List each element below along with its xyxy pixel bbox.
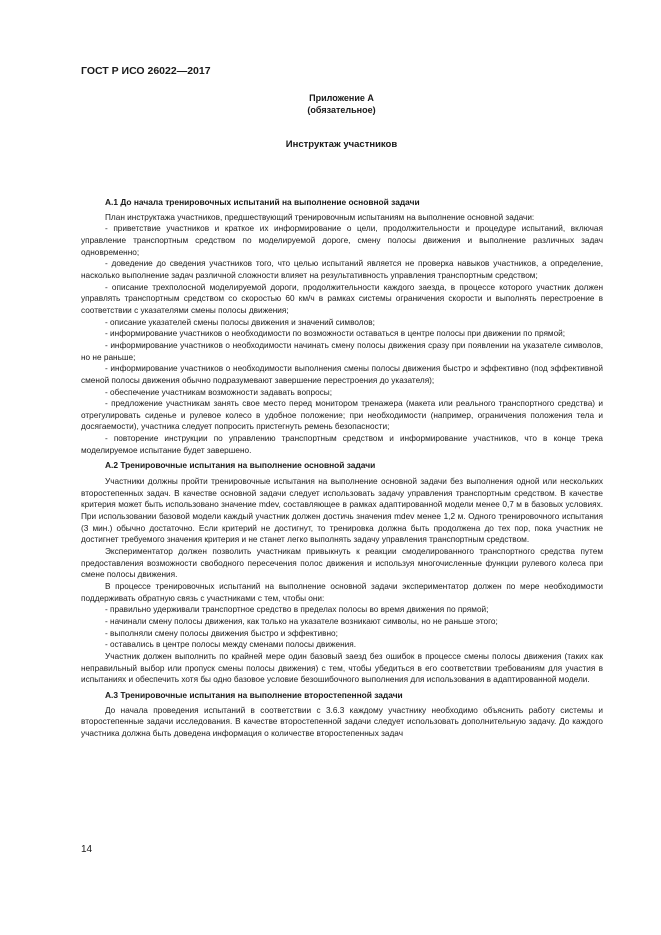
list-item: - информирование участников о необходимости по возможности оставаться в центре полосы при движении по прямой;: [105, 329, 566, 339]
list-item: - приветствие участников и краткое их информирование о цели, продолжительности и процедуре испытаний, включая управление транспортным средством по моделируемой дороге, смену полосы движения и выполнение различных задач одновременно;: [81, 224, 603, 257]
document-body: [81, 197, 603, 740]
paragraph: До начала проведения испытаний в соответствии с 3.6.3 каждому участнику необходимо объяснить работу системы и второстепенные задачи исследования. В качестве второстепенной задачи следует использовать дополнительную задачу. До каждого участника должна быть доведена информация о количестве второстепенных задач: [81, 705, 603, 738]
list-item: - предложение участникам занять свое место перед монитором тренажера (макета или реального транспортного средства) и отрегулировать сиденье и рулевое колесо в удобное положение; при необходимости (например, ограничения положения тела и досягаемости), участника следует попросить пристегнуть ремень безопасности;: [81, 399, 603, 432]
list-item: - повторение инструкции по управлению транспортным средством и информирование участников, что в конце трека моделируемое испытание будет завершено.: [81, 434, 603, 455]
list-item: - описание трехполосной моделируемой дороги, продолжительности каждого заезда, в процессе которого участник должен управлять транспортным средством со скоростью 60 км/ч в рамках системы ограничения скорости и выполнять перестроение в соответствии с указателями смены полосы движения;: [81, 282, 603, 315]
list-item: - выполняли смену полосы движения быстро и эффективно;: [105, 628, 338, 638]
section-a3-heading: А.3 Тренировочные испытания на выполнение второстепенной задачи: [105, 689, 403, 700]
paragraph: Экспериментатор должен позволить участникам привыкнуть к реакции смоделированного транспортного средства путем предоставления возможности свободного пересечения полос движения и используя многочисленные функции рулевого колеса при смене полосы движения.: [81, 547, 603, 580]
standard-designation: ГОСТ Р ИСО 26022—2017: [81, 65, 211, 77]
list-item: - обеспечение участникам возможности задавать вопросы;: [105, 387, 333, 397]
list-item: - информирование участников о необходимости выполнения смены полосы движения быстро и эффективно (под эффективной сменой полосы движения обычно подразумевают завершение перестроения до указателя);: [81, 364, 603, 385]
list-item: - доведение до сведения участников того, что целью испытаний является не проверка навыков участников, а определение, насколько выполнение задач различной сложности влияет на результативность управления транспортным средством;: [81, 259, 603, 280]
annex-status: (обязательное): [307, 105, 376, 115]
page-number: 14: [81, 844, 93, 855]
list-item: - описание указателей смены полосы движения и значений символов;: [105, 317, 375, 327]
paragraph: План инструктажа участников, предшествующий тренировочным испытаниям на выполнение основной задачи:: [105, 212, 535, 222]
section-a2-heading: А.2 Тренировочные испытания на выполнение основной задачи: [105, 460, 376, 471]
paragraph: В процессе тренировочных испытаний на выполнение основной задачи экспериментатор должен по мере необходимости поддерживать обратную связь с участниками с тем, чтобы они:: [81, 582, 603, 603]
list-item: - правильно удерживали транспортное средство в пределах полосы во время движения по прямой;: [105, 605, 489, 615]
list-item: - начинали смену полосы движения, как только на указателе возникают символы, но не раньше этого;: [105, 616, 498, 626]
annex-heading: [81, 92, 602, 116]
paragraph: Участники должны пройти тренировочные испытания на выполнение основной задачи без выполнения одной или нескольких второстепенных задач. В качестве основной задачи следует использовать задачу управления транспортным средством. В качестве критерия может быть использовано значение mdev, составляющее в рамках адаптированной модели менее 0,7 м в базовых условиях. При использовании базовой модели каждый участник должен достичь значения mdev менее 1,2 м. Одного тренировочного испытания (3 мин.) обычно достаточно. Если критерий не достигнут, то тренировка должна быть продолжена до тех пор, пока участник не достигнет требуемого значения критерия и не станет легко выполнять задачу управления транспортным средством.: [81, 477, 603, 545]
list-item: - информирование участников о необходимости начинать смену полосы движения сразу при появлении на указателе символов, но не раньше;: [81, 340, 603, 362]
paragraph: Участник должен выполнить по крайней мере один базовый заезд без ошибок в процессе смены полосы движения (таких как неправильный выбор или пропуск смены полосы движения) с тем, чтобы убедиться в его соответствии требованиям для участия в испытаниях и обеспечить хотя бы одно базовое условие безошибочного выполнения для использования в адаптированной модели.: [81, 651, 603, 685]
document-title: Инструктаж участников: [285, 139, 398, 150]
list-item: - оставались в центре полосы между сменами полосы движения.: [105, 640, 357, 650]
annex-title: Приложение А: [309, 93, 374, 103]
section-a1-heading: А.1 До начала тренировочных испытаний на выполнение основной задачи: [105, 197, 420, 207]
